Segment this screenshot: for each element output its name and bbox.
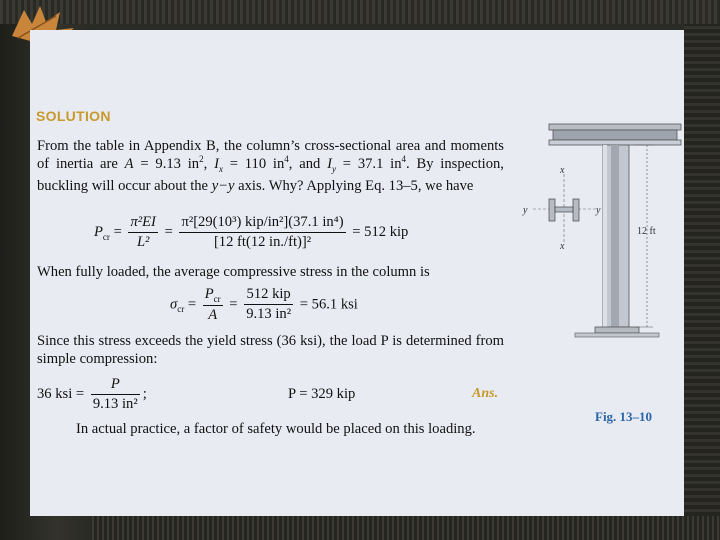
backdrop-top (0, 0, 720, 24)
yield-paragraph: Since this stress exceeds the yield stress (36 ksi), the load P is determined from simple compression: (37, 333, 504, 367)
stress-paragraph: When fully loaded, the average compressive stress in the column is (37, 264, 430, 280)
y-axis-right-label: y (596, 205, 601, 216)
stress-equation: $\sigma_{cr}$ = $\frac{P_{cr}}{A}$ = $\frac{\text{512 kip}}{\text{9.13 in²}}$ = 56.1 ksi (170, 286, 358, 323)
backdrop-bottom (92, 516, 720, 540)
safety-note: In actual practice, a factor of safety would be placed on this loading. (76, 421, 476, 437)
load-equation: 36 ksi = $\frac{P}{\text{9.13 in²}}$ ; (37, 376, 147, 412)
column-figure (515, 118, 685, 348)
backdrop-right (684, 24, 720, 540)
y-axis-left-label: y (523, 205, 528, 216)
x-axis-top-label: x (560, 165, 565, 176)
figure-caption: Fig. 13–10 (595, 409, 653, 424)
intro-paragraph: From the table in Appendix B, the column’s cross-sectional area and moments of inertia are A = 9.13 $in^2$, $I_x = 110$ $in^4$, and $I_y = 37.1$ $in^4$. By inspection, buckling will occur about the y−y axis. Why? Applying Eq. 13–5, we have (37, 138, 504, 194)
critical-load-equation: $P_{cr}$ = $\frac{\text{π²EI}}{\text{L²}}$ = $\frac{\text{π²[29(10³) kip/in²](37.1 in⁴)}}{\text{[12 ft(12 in./ft)]²}}$ = 512 kip (94, 214, 409, 250)
solution-heading: SOLUTION (36, 108, 111, 124)
load-result: P = 329 kip (288, 386, 356, 402)
dimension-label: 12 ft (637, 226, 656, 237)
x-axis-bottom-label: x (560, 241, 565, 252)
answer-label: Ans. (472, 386, 499, 401)
